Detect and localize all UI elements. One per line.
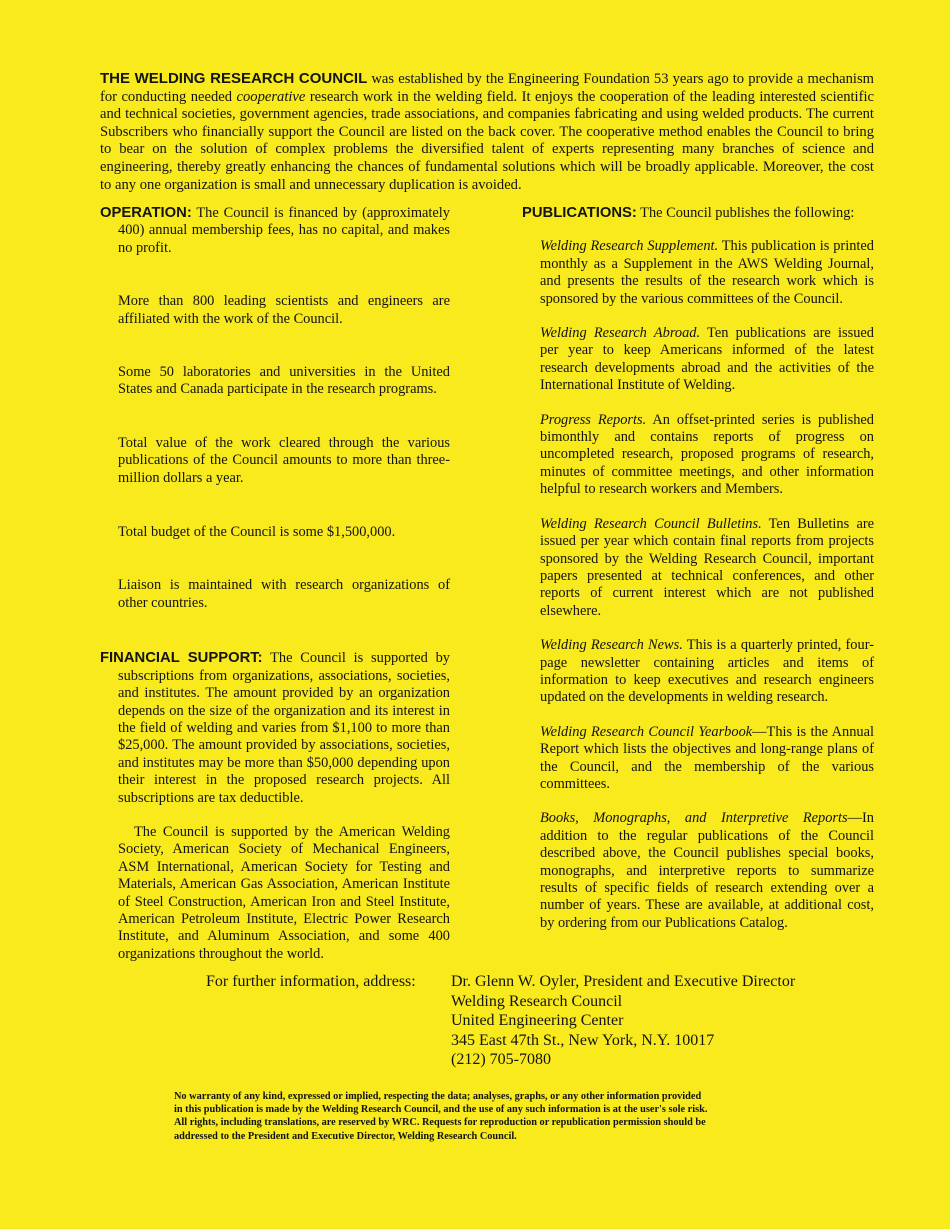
publication-item-progress [522,412,874,499]
publication-title: Progress Reports. [540,411,647,428]
publications-first-text: The Council publishes the following: [636,205,855,221]
operation-paragraph-4: Total budget of the Council is some $1,500,000. [118,524,396,541]
publications-heading: PUBLICATIONS: [522,205,637,221]
publication-title: Welding Research Council Bulletins. [540,515,762,532]
operation-paragraph-5: Liaison is maintained with research organizations of other countries. [118,577,450,611]
financial-heading: FINANCIAL SUPPORT: [100,650,263,667]
address-line: Welding Research Council [451,992,623,1010]
publication-text: —In addition to the regular publications of the Council described above, the Council publishes special books, monographs, and interpretive reports to summarize results of specific fields of research extending over a number of years. These are available, at additional cost, by ordering from our Publications Catalog. [540,810,874,931]
operation-paragraph-1: More than 800 leading scientists and engineers are affiliated with the work of the Council. [118,293,450,327]
operation-first-text: The Council is financed by (approximately 400) annual membership fees, has no capital, and makes no profit. [118,205,450,256]
right-column [522,205,874,932]
publications-paragraph [522,205,874,222]
publication-item-abroad [522,325,874,395]
intro-emphasis: cooperative [236,88,306,105]
intro-paragraph [100,70,874,194]
publication-title: Welding Research Council Yearbook [540,723,753,740]
financial-paragraph-2: The Council is supported by the American Welding Society, American Society of Mechanical Engineers, ASM International, American Society for Testing and Materials, American Gas Association, American Institute of Steel Construction, American Iron and Steel Institute, American Petroleum Institute, Electric Power Research Institute, and Aluminum Association, and some 400 organizations throughout the world. [118,823,450,962]
publication-item-news [522,637,874,707]
financial-paragraph [100,650,450,807]
publication-title: Welding Research Abroad. [540,325,701,342]
publication-item-books [522,810,874,932]
operation-paragraph [100,205,450,257]
address-line: (212) 705-7080 [451,1051,551,1068]
intro-lead: THE WELDING RESEARCH COUNCIL [100,70,368,87]
publication-text: This is a quarterly printed, four-page newsletter containing articles and items of information to keep executives and research engineers updated on the developments in welding research. [540,637,874,706]
publication-text: Ten publications are issued per year to keep Americans informed of the latest research developments abroad and the activities of the International Institute of Welding. [540,325,874,394]
address-lines [451,972,795,1070]
address-line: United Engineering Center [451,1012,624,1029]
publication-item-bulletins [522,516,874,620]
intro-text-b: research work in the welding field. It enjoys the cooperation of the leading interested scientific and technical societies, government agencies, trade associations, and companies fabricating and using welded products. The current Subscribers who financially support the Council are listed on the back cover. The cooperative method enables the Council to bring to bear on the solution of complex problems the diversified talent of experts representing many branches of science and engineering, thereby greatly enhancing the chances of fundamental solutions which will be broadly applicable. Moreover, the cost to any one organization is small and unnecessary duplication is avoided. [100,88,874,193]
disclaimer-line: in this publication is made by the Welding Research Council, and the use of any such information is at the user's sole risk. [174,1104,708,1116]
operation-paragraph-3: Total value of the work cleared through the various publications of the Council amounts to more than three-million dollars a year. [118,434,450,486]
publication-text: This publication is printed monthly as a Supplement in the AWS Welding Journal, and presents the results of the research work which is sponsored by the various committees of the Council. [540,238,874,307]
publication-title: Welding Research News. [540,637,683,654]
operation-heading: OPERATION: [100,205,192,221]
publication-text: An offset-printed series is published bimonthly and contains reports of progress on uncompleted research, proposed programs of research, minutes of committee meetings, and other information helpful to research workers and Members. [540,411,874,498]
publication-text: Ten Bulletins are issued per year which contain final reports from projects sponsored by the Welding Research Council, important papers presented at technical conferences, and other reports of current interest which are not published elsewhere. [540,515,875,619]
intro-text-a: was established by the Engineering Foundation 53 years ago to provide a mechanism for conducting needed [100,71,874,105]
left-column [100,205,450,963]
disclaimer [174,1090,814,1143]
operation-paragraph-2: Some 50 laboratories and universities in the United States and Canada participate in the research programs. [118,364,450,398]
disclaimer-line: All rights, including translations, are reserved by WRC. Requests for reproduction or republication permission should be [174,1117,706,1129]
disclaimer-line: No warranty of any kind, expressed or implied, respecting the data; analyses, graphs, or any other information provided [174,1091,702,1102]
publication-item-yearbook [522,724,874,794]
publication-title: Books, Monographs, and Interpretive Reports [540,810,848,827]
financial-first-text: The Council is supported by subscriptions from organizations, associations, societies, and institutes. The amount provided by an organization depends on the size of the organization and its interest in the field of welding and varies from $1,100 to more than $25,000. The amount provided by associations, societies, and institutes may be more than $50,000 depending upon their interest in the proposed research projects. All subscriptions are tax deductible. [118,650,450,806]
publication-item-supplement [522,238,874,308]
publication-text: —This is the Annual Report which lists the objectives and long-range plans of the Council, and the membership of the various committees. [540,723,874,792]
address-line: 345 East 47th St., New York, N.Y. 10017 [451,1031,715,1049]
disclaimer-line: addressed to the President and Executive Director, Welding Research Council. [174,1130,517,1142]
address-label: For further information, address: [206,973,416,990]
publication-title: Welding Research Supplement. [540,238,719,255]
address-line: Dr. Glenn W. Oyler, President and Executive Director [451,973,796,990]
